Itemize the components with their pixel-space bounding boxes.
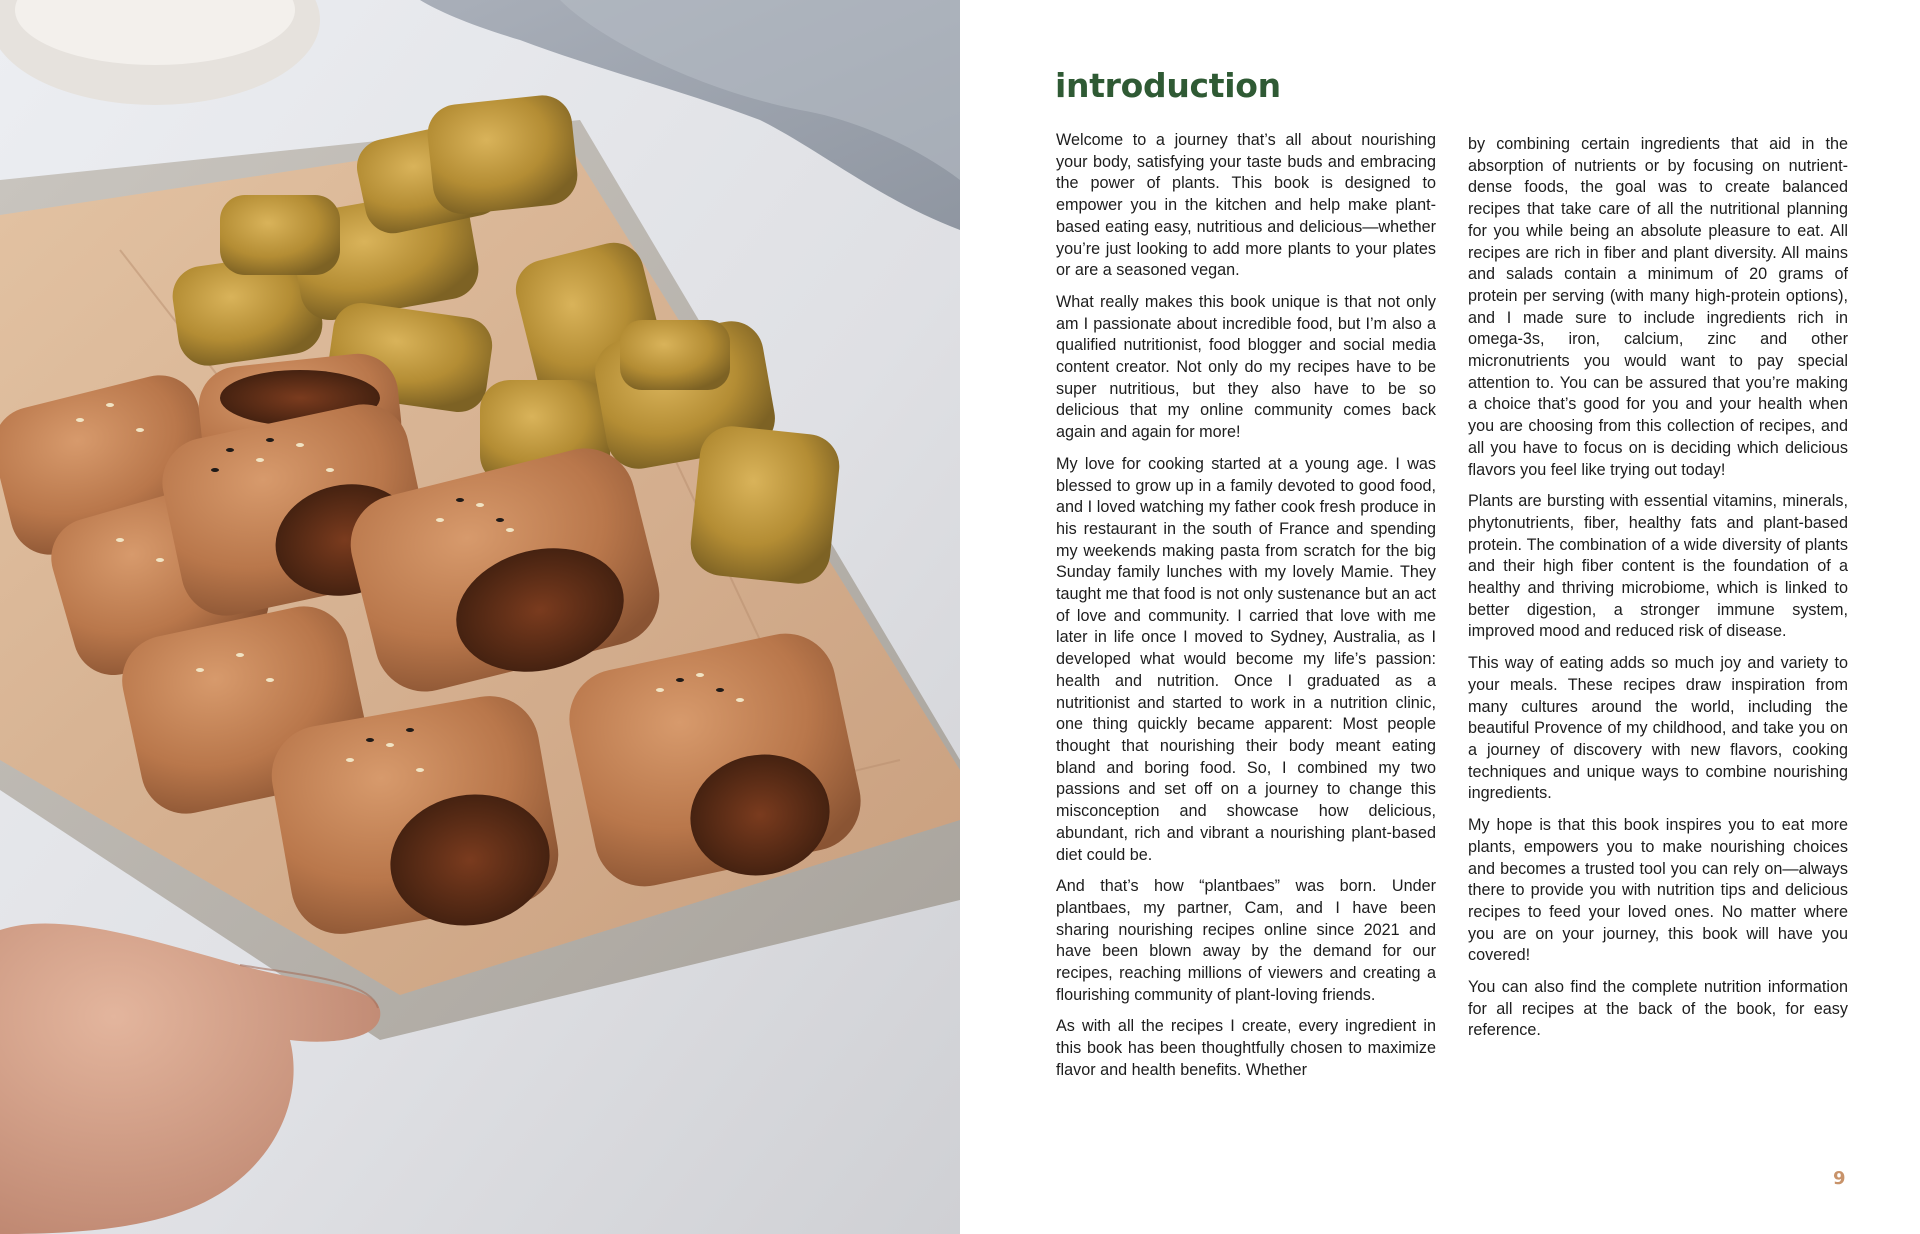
paragraph: What really makes this book unique is that not only am I passionate about incredible food, but I’m also a qualified nutritionist, food blogger and social media content creator. Not only do my recipes have to be super nutritious, but they also have to be so delicious that my online community comes back again and again for more! — [1056, 292, 1436, 442]
page-number: 9 — [1833, 1168, 1846, 1189]
text-column-left — [1056, 130, 1436, 1092]
text-page — [960, 0, 1920, 1234]
paragraph: This way of eating adds so much joy and variety to your meals. These recipes draw inspiration from many cultures around the world, including the beautiful Provence of my childhood, and take you on a journey of discovery with new flavors, cooking techniques and unique ways to combine nourishing ingredients. — [1468, 654, 1848, 803]
text-column-right — [1468, 134, 1848, 1052]
paragraph: Welcome to a journey that’s all about nourishing your body, satisfying your taste buds and embracing the power of plants. This book is designed to empower you in the kitchen and help make plant-based eating easy, nutritious and delicious—whether you’re just looking to add more plants to your plates or are a seasoned vegan. — [1056, 131, 1436, 280]
page-title: introduction — [1055, 66, 1281, 105]
paragraph: My love for cooking started at a young age. I was blessed to grow up in a family devoted to good food, and I loved watching my father cook fresh produce in his restaurant in the south of France and spending my weekends making pasta from scratch for the big Sunday family lunches with my lovely Mamie. They taught me that food is not only sustenance but an act of love and community. I carried that love with me later in life once I moved to Sydney, Australia, as I developed what would become my life’s passion: health and nutrition. Once I graduated as a nutritionist and started to work in a nutrition clinic, one thing quickly became apparent: Most people thought that nourishing their body meant eating bland and boring food. So, I combined my two passions and set off on a journey to change this misconception and showcase how delicious, abundant, rich and vibrant a nourishing plant-based diet could be. — [1056, 454, 1436, 864]
paragraph: Plants are bursting with essential vitamins, minerals, phytonutrients, fiber, healthy fats and plant-based protein. The combination of a wide diversity of plants and their high fiber content is the foundation of a healthy and thriving microbiome, which is linked to better digestion, a stronger immune system, improved mood and reduced risk of disease. — [1468, 492, 1848, 641]
paragraph: As with all the recipes I create, every ingredient in this book has been thoughtfully chosen to maximize flavor and health benefits. Whether — [1056, 1017, 1436, 1079]
paragraph: by combining certain ingredients that aid in the absorption of nutrients or by focusing on nutrient-dense foods, the goal was to create balanced recipes that take care of all the nutritional planning for you while being an absolute pleasure to eat. All recipes are rich in fiber and plant diversity. All mains and salads contain a minimum of 20 grams of protein per serving (with many high-protein options), and I made sure to include ingredients rich in omega-3s, iron, calcium, zinc and other micronutrients you would want to pay special attention to. You can be assured that you’re making a choice that’s good for you and your health when you are choosing from this collection of recipes, and all you have to focus on is deciding which delicious flavors you feel like trying out today! — [1468, 135, 1848, 479]
paragraph: My hope is that this book inspires you to eat more plants, empowers you to make nourishing choices and becomes a trusted tool you can rely on—always there to provide you with nutrition tips and delicious recipes to feed your loved ones. No matter where you are on your journey, this book will have you covered! — [1468, 816, 1848, 965]
paragraph: You can also find the complete nutrition information for all recipes at the back of the book, for easy reference. — [1468, 978, 1848, 1040]
paragraph: And that’s how “plantbaes” was born. Under plantbaes, my partner, Cam, and I have been sharing nourishing recipes online since 2021 and have been blown away by the demand for our recipes, reaching millions of viewers and creating a flourishing community of plant-loving friends. — [1056, 877, 1436, 1004]
